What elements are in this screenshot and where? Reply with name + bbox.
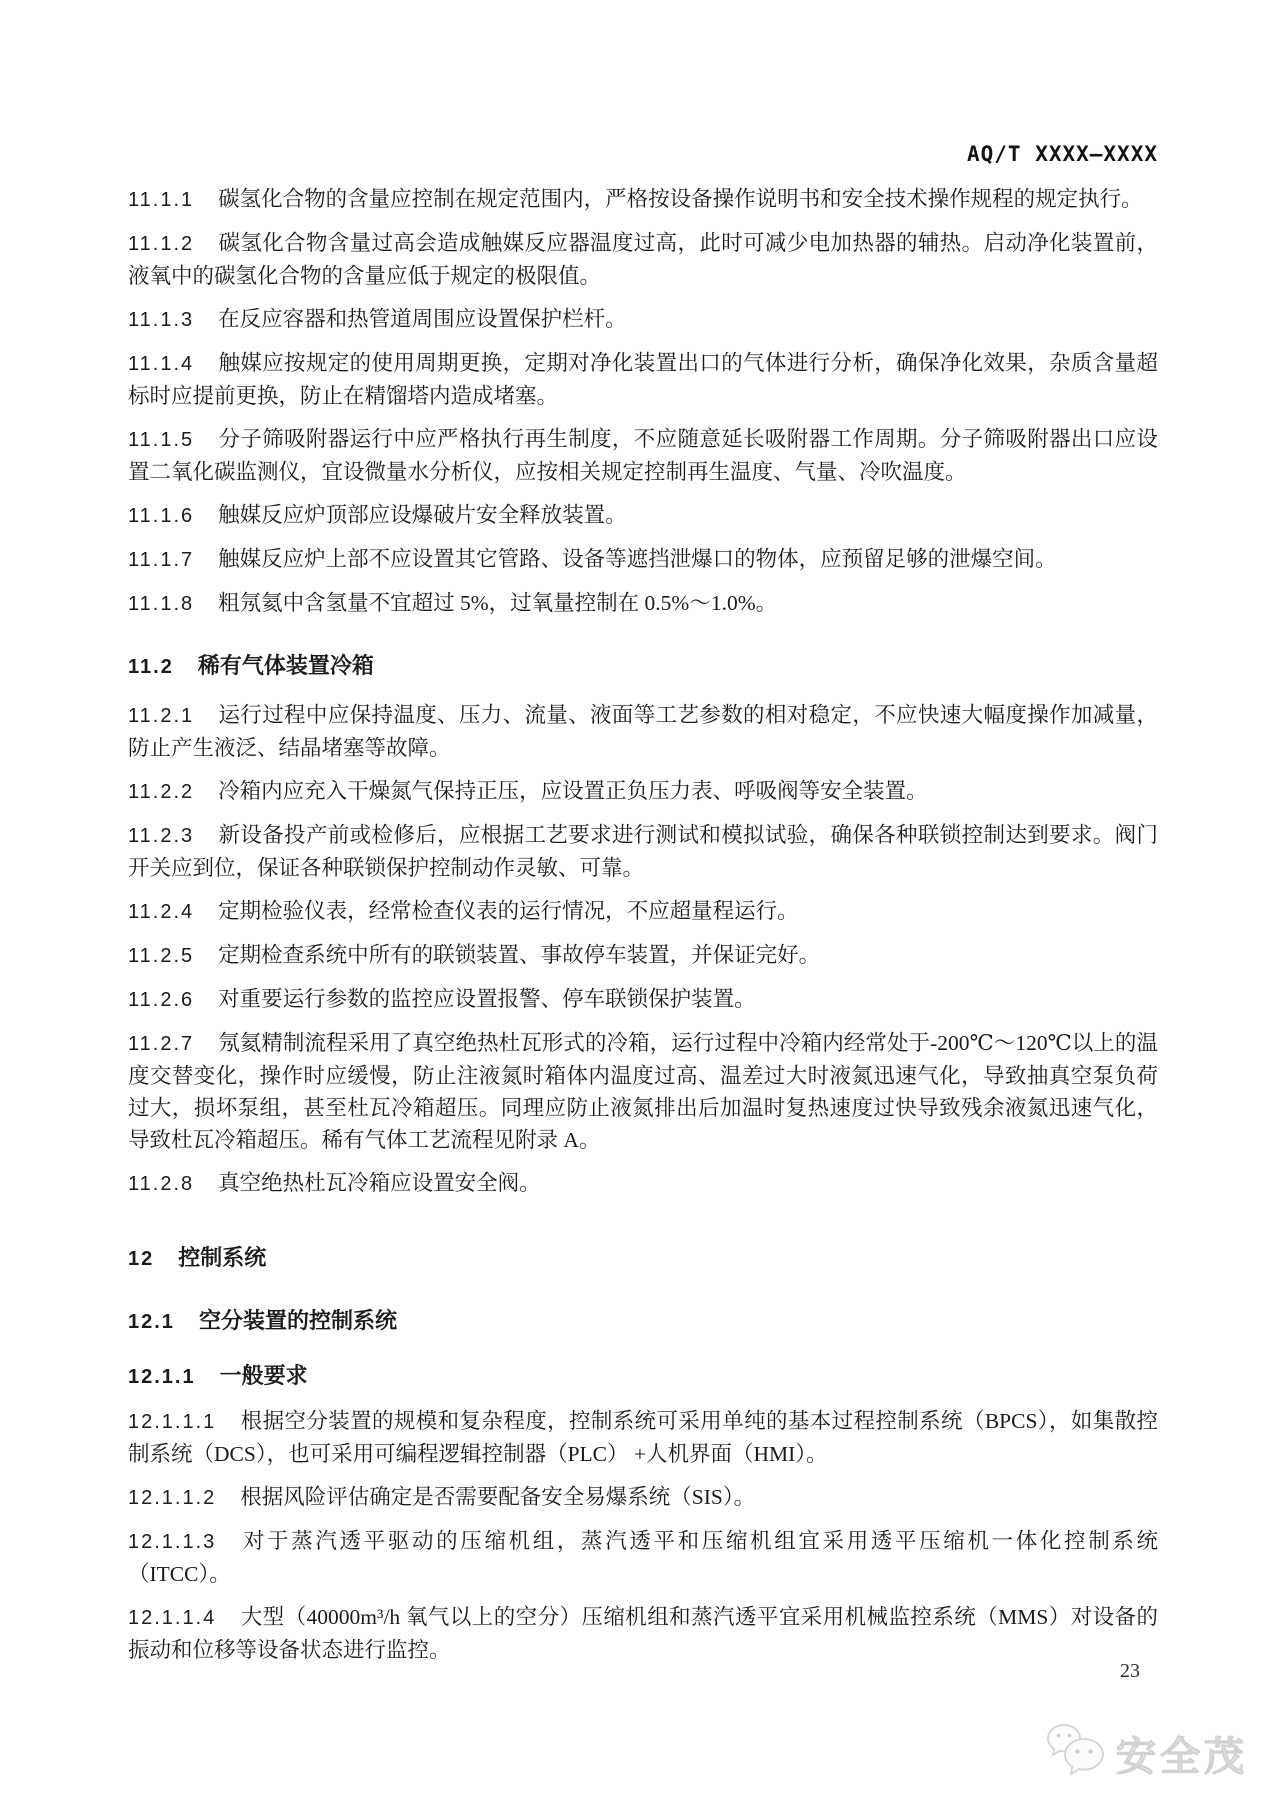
clause-12.1.1.4 [128,1601,1158,1666]
clause-text: 触媒反应炉上部不应设置其它管路、设备等遮挡泄爆口的物体，应预留足够的泄爆空间。 [218,547,1057,571]
clause-number: 11.1.7 [128,549,195,571]
clause-text: 大型（40000m³/h 氧气以上的空分）压缩机组和蒸汽透平宜采用机械监控系统（MMS）对设备的振动和位移等设备状态进行监控。 [128,1605,1158,1662]
clause-text: 定期检查系统中所有的联锁装置、事故停车装置，并保证完好。 [218,943,821,967]
clause-number: 12 [128,1248,155,1270]
page-number: 23 [1120,1660,1140,1682]
clause-text: 一般要求 [219,1363,308,1388]
clause-11.1.1 [128,183,1158,216]
clause-number: 11.2.1 [128,705,195,727]
clause-11.2.4 [128,895,1158,928]
clause-number: 11.2.7 [128,1033,195,1055]
clause-11.1.2 [128,227,1158,292]
clause-text: 触媒应按规定的使用周期更换，定期对净化装置出口的气体进行分析，确保净化效果，杂质含量超标时应提前更换，防止在精馏塔内造成堵塞。 [128,351,1158,408]
clause-11.2.5 [128,939,1158,972]
clause-number: 12.1.1.2 [128,1487,217,1509]
clause-number: 12.1.1.1 [128,1411,217,1433]
document-body [128,172,1158,1677]
clause-11.1.6 [128,499,1158,532]
clause-text: 稀有气体装置冷箱 [197,653,374,678]
clause-number: 12.1.1.3 [128,1531,217,1553]
clause-text: 粗氖氦中含氢量不宜超过 5%，过氧量控制在 0.5%～1.0%。 [218,591,778,615]
clause-number: 11.1.6 [128,505,195,527]
clause-text: 碳氢化合物含量过高会造成触媒反应器温度过高，此时可减少电加热器的辅热。启动净化装置前，液氧中的碳氢化合物的含量应低于规定的极限值。 [128,231,1158,288]
clause-number: 11.2.3 [128,825,195,847]
clause-text: 对于蒸汽透平驱动的压缩机组，蒸汽透平和压缩机组宜采用透平压缩机一体化控制系统（ITCC）。 [128,1529,1158,1586]
clause-number: 11.1.8 [128,593,195,615]
clause-11.1.5 [128,423,1158,488]
clause-number: 11.2.4 [128,901,195,923]
clause-11.1.4 [128,347,1158,412]
clause-number: 12.1.1 [128,1366,196,1388]
clause-number: 11.1.3 [128,309,195,331]
clause-text: 对重要运行参数的监控应设置报警、停车联锁保护装置。 [218,987,756,1011]
section-heading-12.1 [128,1305,1158,1338]
clause-12.1.1.3 [128,1525,1158,1590]
wechat-bubbles-icon [1044,1722,1108,1785]
clause-number: 11.2.6 [128,989,195,1011]
standard-code: AQ/T XXXX—XXXX [966,142,1158,166]
clause-number: 12.1 [128,1311,175,1333]
clause-number: 11.1.2 [128,233,195,255]
clause-12.1.1.1 [128,1405,1158,1470]
clause-text: 冷箱内应充入干燥氮气保持正压，应设置正负压力表、呼吸阀等安全装置。 [218,779,928,803]
clause-text: 氖氦精制流程采用了真空绝热杜瓦形式的冷箱，运行过程中冷箱内经常处于-200℃～120℃以上的温度交替变化，操作时应缓慢，防止注液氮时箱体内温度过高、温差过大时液氮迅速气化，导致抽真空泵负荷过大，损坏泵组，甚至杜瓦冷箱超压。同理应防止液氮排出后加温时复热速度过快导致残余液氮迅速气化，导致杜瓦冷箱超压。稀有气体工艺流程见附录 A。 [128,1031,1158,1152]
section-heading-12 [128,1242,1158,1275]
clause-text: 真空绝热杜瓦冷箱应设置安全阀。 [218,1171,541,1195]
watermark [1044,1722,1248,1785]
section-heading-12.1.1 [128,1360,1158,1393]
clause-number: 11.2.2 [128,781,195,803]
clause-number: 12.1.1.4 [128,1607,217,1629]
clause-text: 根据空分装置的规模和复杂程度，控制系统可采用单纯的基本过程控制系统（BPCS），如集散控制系统（DCS），也可采用可编程逻辑控制器（PLC） +人机界面（HMI）。 [128,1409,1158,1466]
clause-text: 根据风险评估确定是否需要配备安全易爆系统（SIS）。 [240,1485,756,1509]
clause-11.2.3 [128,819,1158,884]
clause-text: 碳氢化合物的含量应控制在规定范围内，严格按设备操作说明书和安全技术操作规程的规定执行。 [218,187,1143,211]
clause-11.1.8 [128,587,1158,620]
clause-12.1.1.2 [128,1481,1158,1514]
clause-number: 11.1.4 [128,353,195,375]
clause-number: 11.2.5 [128,945,195,967]
watermark-text: 安全茂 [1116,1735,1248,1779]
clause-11.2.2 [128,775,1158,808]
clause-number: 11.2.8 [128,1173,195,1195]
section-heading-11.2 [128,650,1158,683]
clause-11.1.7 [128,543,1158,576]
clause-text: 运行过程中应保持温度、压力、流量、液面等工艺参数的相对稳定，不应快速大幅度操作加减量，防止产生液泛、结晶堵塞等故障。 [128,703,1158,760]
clause-text: 在反应容器和热管道周围应设置保护栏杆。 [218,307,627,331]
clause-text: 新设备投产前或检修后，应根据工艺要求进行测试和模拟试验，确保各种联锁控制达到要求。阀门开关应到位，保证各种联锁保护控制动作灵敏、可靠。 [128,823,1158,880]
clause-11.1.3 [128,303,1158,336]
clause-11.2.7 [128,1027,1158,1156]
clause-11.2.8 [128,1167,1158,1200]
clause-text: 定期检验仪表，经常检查仪表的运行情况，不应超量程运行。 [218,899,799,923]
clause-text: 分子筛吸附器运行中应严格执行再生制度，不应随意延长吸附器工作周期。分子筛吸附器出口应设置二氧化碳监测仪，宜设微量水分析仪，应按相关规定控制再生温度、气量、冷吹温度。 [128,427,1158,484]
clause-text: 控制系统 [178,1245,267,1270]
clause-text: 空分装置的控制系统 [198,1308,397,1333]
clause-11.2.6 [128,983,1158,1016]
clause-11.2.1 [128,699,1158,764]
clause-number: 11.1.1 [128,189,195,211]
clause-number: 11.2 [128,656,174,678]
clause-number: 11.1.5 [128,429,195,451]
clause-text: 触媒反应炉顶部应设爆破片安全释放装置。 [218,503,627,527]
